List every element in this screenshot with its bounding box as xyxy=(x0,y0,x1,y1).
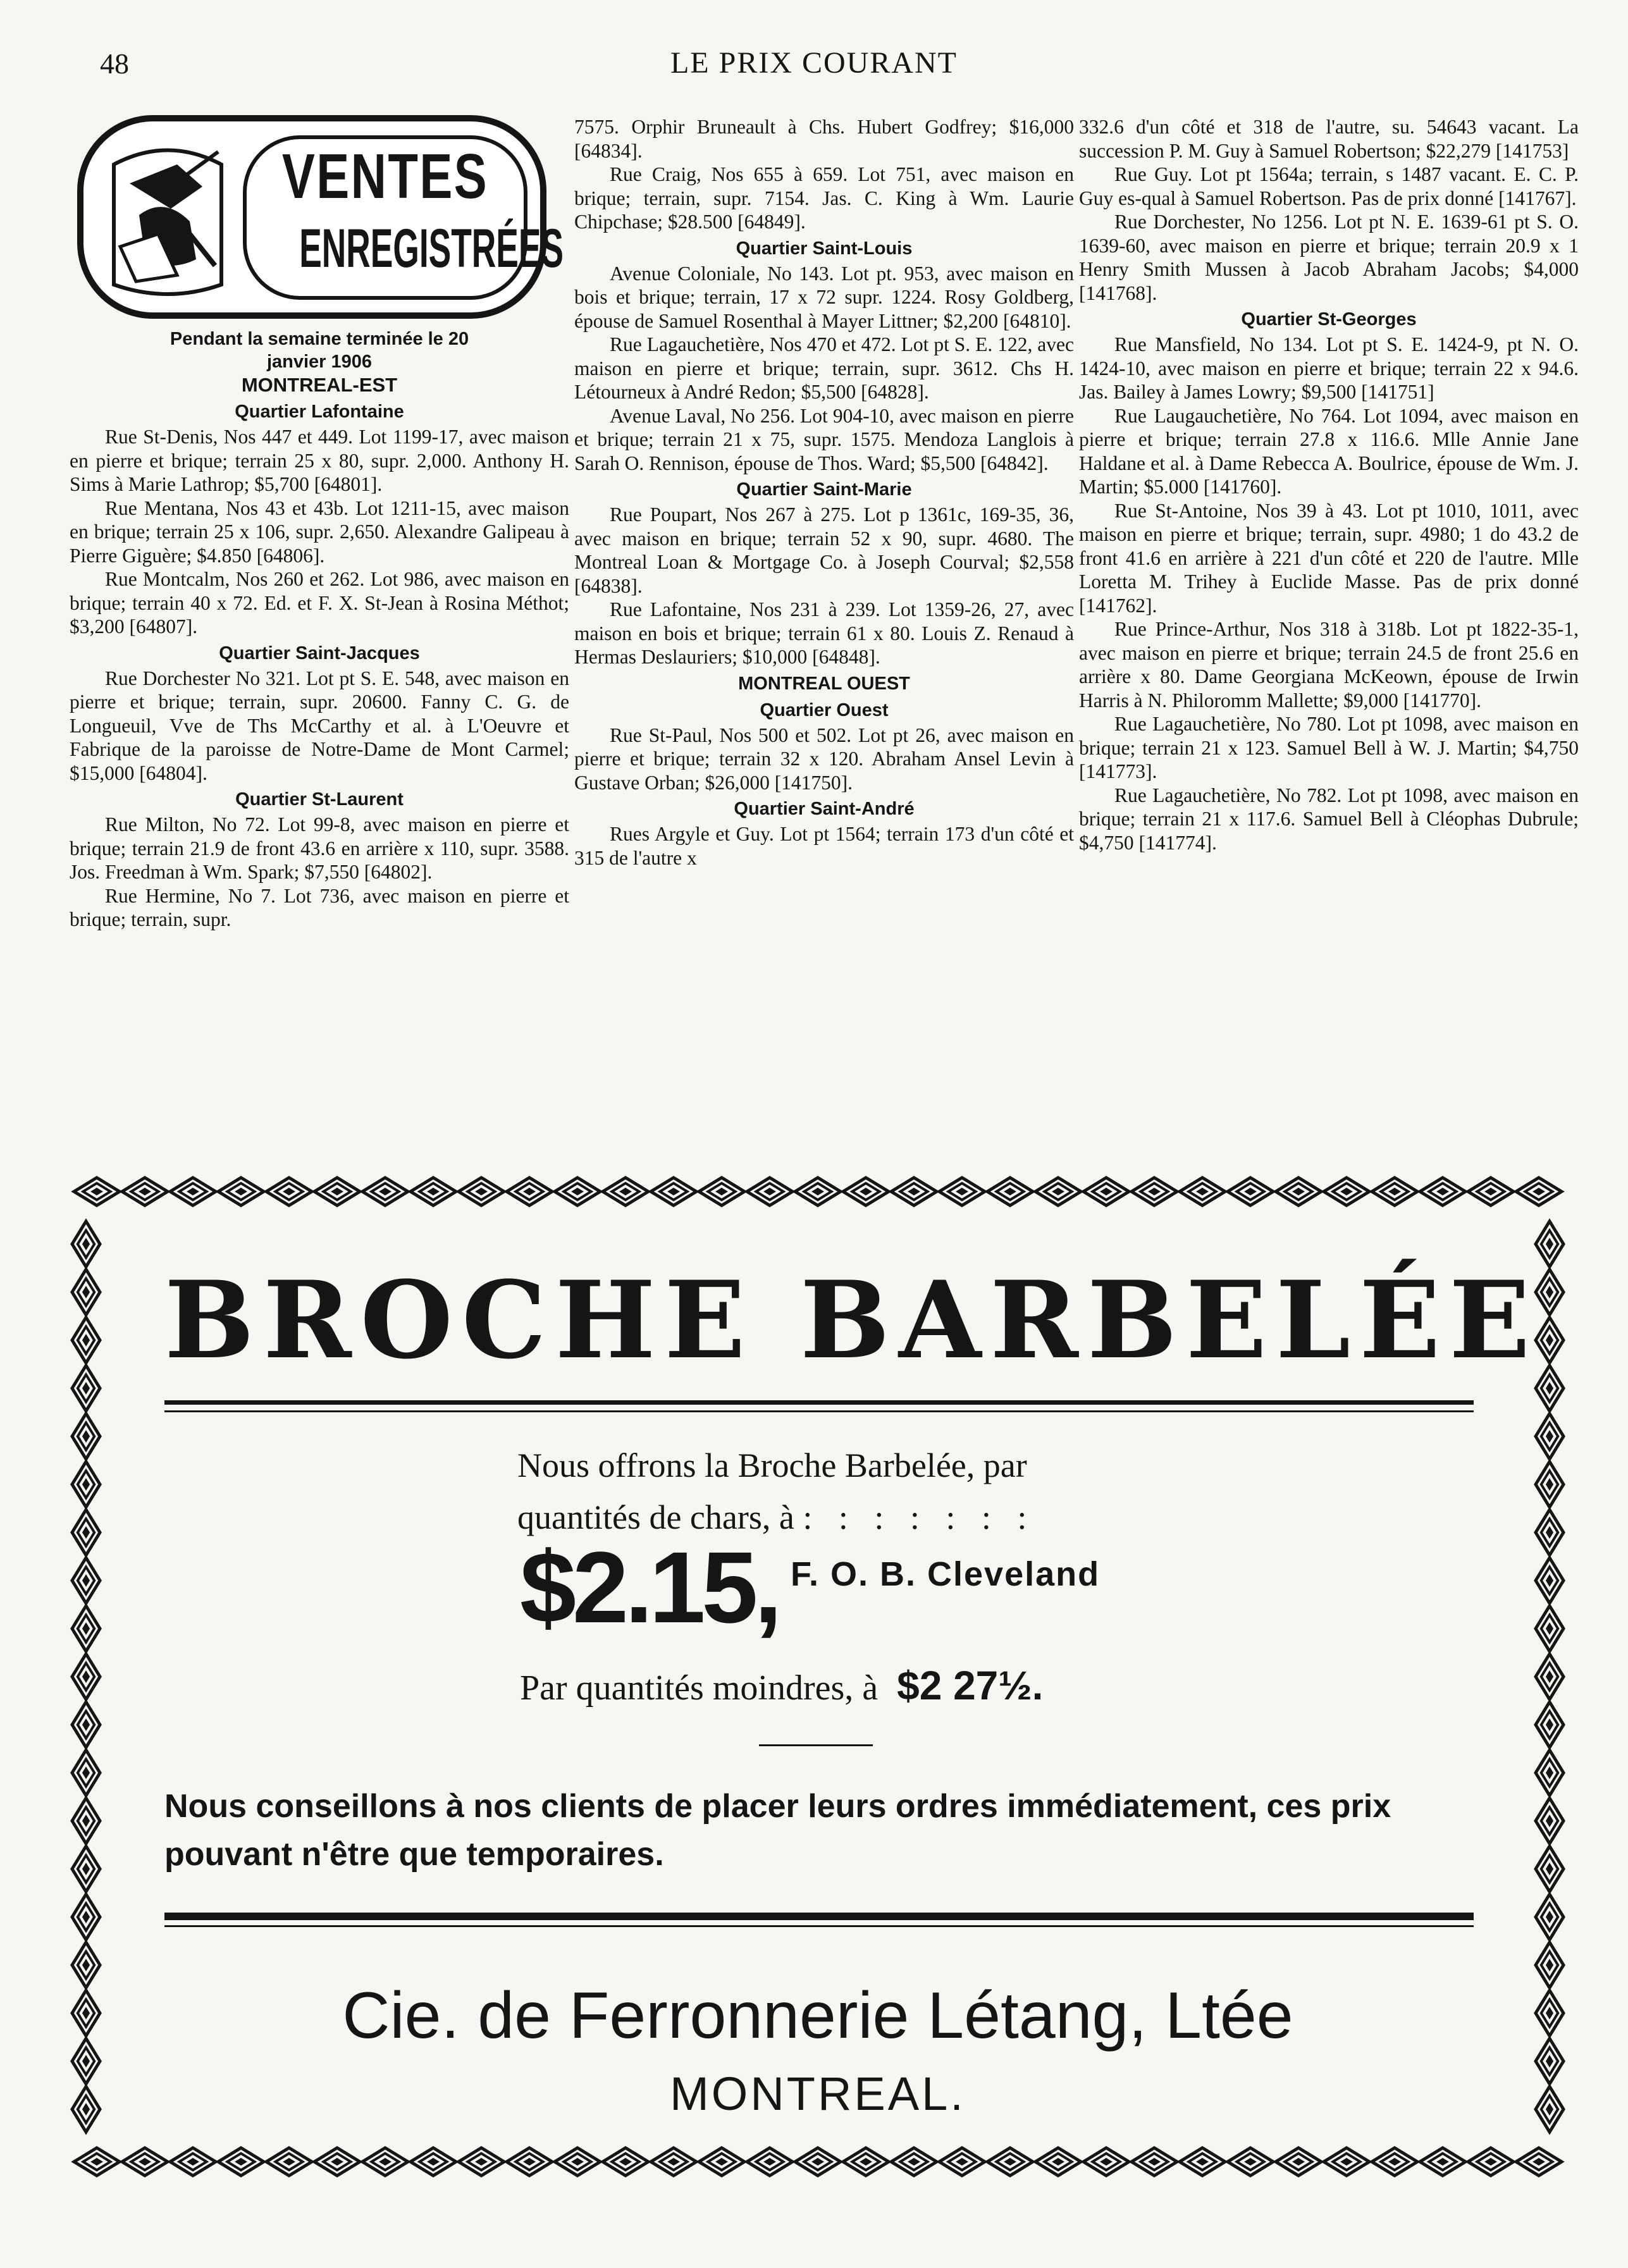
section-heading: Quartier St-Georges xyxy=(1241,309,1417,330)
sale-entry: Rue St-Antoine, Nos 39 à 43. Lot pt 1010, 1011, avec maison en pierre et brique; terrain, supr. 4980; 1 do 43.2 de front 41.6 en arrière à 221 d'un côté et 220 de l'autre. Mlle Loretta M. Trihey à Euclide Masse. Pas de prix donné [141762]. xyxy=(1079,499,1579,617)
sale-entry: Rue St-Paul, Nos 500 et 502. Lot pt 26, avec maison en pierre et brique; terrain 32 x 120. Abraham Ansel Levin à Gustave Orban; $26,000 [141750]. xyxy=(574,724,1074,794)
column-1 xyxy=(70,115,569,932)
region-heading: MONTREAL-EST xyxy=(241,374,398,396)
fob-cleveland: F. O. B. Cleveland xyxy=(791,1555,1101,1593)
column-2-entries xyxy=(574,115,1074,870)
section-heading: Quartier St-Laurent xyxy=(235,789,404,810)
sale-entry: Avenue Laval, No 256. Lot 904-10, avec maison en pierre et brique; terrain 21 x 75, supr. 1575. Mendoza Langlois à Sarah O. Rennison, épouse de Thos. Ward; $5,500 [64842]. xyxy=(574,404,1074,474)
section-heading: Quartier Saint-Jacques xyxy=(219,643,420,663)
advertisement xyxy=(70,1175,1566,2178)
running-head: LE PRIX COURANT xyxy=(670,46,958,80)
ventes-enregistrees-logo xyxy=(77,115,564,319)
diamond-border-bottom xyxy=(70,2145,1566,2178)
advice-text: Nous conseillons à nos clients de placer leurs ordres immédiatement, ces prix pouvant n'être que temporaires. xyxy=(164,1788,1391,1873)
sale-entry: Rue Guy. Lot pt 1564a; terrain, s 1487 vacant. E. C. P. Guy es-qual à Samuel Robertson. Pas de prix donné [141767]. xyxy=(1079,163,1579,209)
lesser-text: Par quantités moindres, à xyxy=(520,1668,879,1708)
ad-title: BROCHE BARBELÉE xyxy=(164,1257,1539,1383)
sale-entry: Rue St-Denis, Nos 447 et 449. Lot 1199-17, avec maison en pierre et brique; terrain 25 x 80, supr. 2,000. Anthony H. Sims à Marie Lathrop; $5,700 [64801]. xyxy=(70,426,569,495)
title-rule-thick xyxy=(164,1400,1474,1405)
sale-entry: Rue Poupart, Nos 267 à 275. Lot p 1361c, 169-35, 36, avec maison en brique; terrain 52 x 90, supr. 4680. The Montreal Loan & Mortgage Co. à Joseph Courval; $2,558 [64838]. xyxy=(574,503,1074,597)
sale-entry: Rue Hermine, No 7. Lot 736, avec maison en pierre et brique; terrain, supr. xyxy=(70,884,569,930)
company-name: Cie. de Ferronnerie Létang, Ltée xyxy=(342,1979,1293,2052)
sale-entry: Rue Dorchester, No 1256. Lot pt N. E. 1639-61 pt S. O. 1639-60, avec maison en pierre et brique; terrain 20.9 x 1 Henry Smith Mussen à Jacob Abraham Jacobs; $4,000 [141768]. xyxy=(1079,211,1579,304)
sale-entry: Rue Mentana, Nos 43 et 43b. Lot 1211-15, avec maison en brique; terrain 25 x 106, supr. 2,650. Alexandre Galipeau à Pierre Giguère; $4.850 [64806]. xyxy=(70,496,569,567)
company-rule-thick xyxy=(164,1913,1474,1920)
logo-text-frame xyxy=(243,135,564,300)
sale-entry: 332.6 d'un côté et 318 de l'autre, su. 54643 vacant. La succession P. M. Guy à Samuel Robertson; $22,279 [141753] xyxy=(1079,116,1579,162)
sale-entry: Rue Prince-Arthur, Nos 318 à 318b. Lot pt 1822-35-1, avec maison en pierre et brique; terrain 24.5 de front 25.6 en arrière x 80. Dame Georgiana McKeown, épouse de Irwin Harris à N. Philoromm Mallette; $9,000 [141770]. xyxy=(1079,618,1579,712)
short-rule xyxy=(759,1744,873,1746)
sale-entry: Rue Lagauchetière, Nos 470 et 472. Lot pt S. E. 122, avec maison en pierre et brique; terrain, supr. 3612. Chs H. Létourneux à André Redon; $5,500 [64828]. xyxy=(574,333,1074,403)
ad-offer xyxy=(517,1439,1213,1543)
section-heading: Quartier Lafontaine xyxy=(235,402,404,422)
offer-line-2: quantités de chars, à : : : : : : : xyxy=(517,1498,1036,1536)
offer-dots: : : : : : : : xyxy=(803,1498,1036,1536)
section-heading: Quartier Saint-Marie xyxy=(736,479,912,500)
sale-entry: Rue Craig, Nos 655 à 659. Lot 751, avec maison en brique; terrain, supr. 7154. Jas. C. King à Wm. Laurie Chipchase; $28.500 [64849]. xyxy=(574,163,1074,233)
column-2 xyxy=(574,115,1074,870)
lesser-quantities xyxy=(520,1662,1043,1709)
price: $2.15, xyxy=(520,1531,779,1644)
section-heading: Quartier Saint-Louis xyxy=(736,238,913,259)
section-heading: Quartier Saint-André xyxy=(734,799,915,819)
sale-entry: Rue Mansfield, No 134. Lot pt S. E. 1424-9, pt N. O. 1424-10, avec maison en pierre et brique; terrain 22 x 94.6. Jas. Bailey à James Lowry; $9,500 [141751] xyxy=(1079,333,1579,403)
title-rule-thin xyxy=(164,1410,1474,1412)
sale-entry: Rue Dorchester No 321. Lot pt S. E. 548, avec maison en pierre et brique; terrain, supr. 20600. Fanny C. G. de Longueuil, Vve de Ths McCarthy et al. à L'Oeuvre et Fabrique de la paroisse de Notre-Dame de Mont Carmel; $15,000 [64804]. xyxy=(70,667,569,784)
logo-line-1: VENTES xyxy=(281,141,489,212)
company-rule-thin xyxy=(164,1925,1474,1927)
page-number: 48 xyxy=(100,47,129,80)
section-heading: MONTREAL OUEST xyxy=(738,673,910,694)
company-city: MONTREAL. xyxy=(670,2068,966,2120)
column-1-entries xyxy=(70,400,569,932)
sale-entry: Rues Argyle et Guy. Lot pt 1564; terrain 173 d'un côté et 315 de l'autre x xyxy=(574,823,1074,869)
offer-line-1: Nous offrons la Broche Barbelée, par xyxy=(517,1446,1027,1484)
lesser-price: $2 27½. xyxy=(897,1663,1044,1708)
sale-entry: Rue Lagauchetière, No 782. Lot pt 1098, avec maison en brique; terrain 21 x 117.6. Samuel Bell à Cléophas Dubrule; $4,750 [141774]. xyxy=(1079,784,1579,854)
diamond-border-top xyxy=(70,1175,1566,1208)
section-heading: Quartier Ouest xyxy=(760,700,889,720)
sale-entry: Rue Lagauchetière, No 780. Lot pt 1098, avec maison en brique; terrain 21 x 123. Samuel Bell à W. J. Martin; $4,750 [141773]. xyxy=(1079,713,1579,782)
sale-entry: Rue Milton, No 72. Lot 99-8, avec maison en pierre et brique; terrain 21.9 de front 43.6 en arrière x 110, supr. 3588. Jos. Freedman à Wm. Spark; $7,550 [64802]. xyxy=(70,813,569,883)
scribe-emblem-icon xyxy=(101,139,234,297)
column-3-entries xyxy=(1079,115,1579,854)
sale-entry: Rue Laugauchetière, No 764. Lot 1094, avec maison en pierre et brique; terrain 27.8 x 116.6. Mlle Annie Jane Haldane et al. à Dame Rebecca A. Boulrice, épouse de Wm. J. Martin; $5.000 [141760]. xyxy=(1079,404,1579,498)
intro-line-2: janvier 1906 xyxy=(266,352,373,372)
sale-entry: 7575. Orphir Bruneault à Chs. Hubert Godfrey; $16,000 [64834]. xyxy=(574,116,1074,162)
sale-entry: Avenue Coloniale, No 143. Lot pt. 953, avec maison en bois et brique; terrain, 17 x 72 supr. 1224. Rosy Goldberg, épouse de Samuel Rosenthal à Mayer Littner; $2,200 [64810]. xyxy=(574,262,1074,332)
sale-entry: Rue Montcalm, Nos 260 et 262. Lot 986, avec maison en brique; terrain 40 x 72. Ed. et F. X. St-Jean à Rosina Méthot; $3,200 [64807]. xyxy=(70,568,569,638)
column-3 xyxy=(1079,115,1579,854)
intro-line-1: Pendant la semaine terminée le 20 xyxy=(170,329,469,349)
sale-entry: Rue Lafontaine, Nos 231 à 239. Lot 1359-26, 27, avec maison en bois et brique; terrain 61 x 80. Louis Z. Renaud à Hermas Deslauriers; $10,000 [64848]. xyxy=(574,598,1074,668)
logo-line-2: ENREGISTRÉES xyxy=(299,218,564,279)
